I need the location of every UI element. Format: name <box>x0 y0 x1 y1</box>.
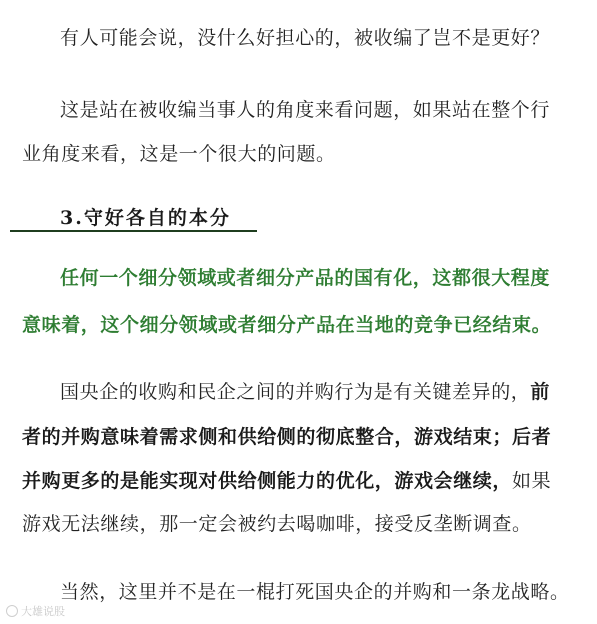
paragraph-1-line-1: 有人可能会说，没什么好担心的，被收编了岂不是更好？ <box>60 27 551 49</box>
paragraph-4-line-1-normal: 国央企的收购和民企之间的并购行为是有关键差异的， <box>60 381 531 403</box>
watermark-logo-icon <box>6 605 18 617</box>
paragraph-2-line-1: 这是站在被收编当事人的角度来看问题，如果站在整个行 <box>60 99 551 121</box>
paragraph-4-line-4: 游戏无法继续，那一定会被约去喝咖啡，接受反垄断调查。 <box>22 513 532 535</box>
paragraph-4-line-2: 者的并购意味着需求侧和供给侧的彻底整合，游戏结束；后者 <box>22 426 552 448</box>
paragraph-4-line-3-bold: 并购更多的是能实现对供给侧能力的优化，游戏会继续， <box>22 470 513 492</box>
watermark-text: 大雄说股 <box>21 605 65 618</box>
paragraph-5-line-1: 当然，这里并不是在一棍打死国央企的并购和一条龙战略。 <box>60 581 570 603</box>
paragraph-4-line-1-bold: 前 <box>530 381 551 403</box>
section-heading: 3.守好各自的本分 <box>60 207 231 229</box>
paragraph-4-line-3-normal: 如果 <box>512 470 552 492</box>
paragraph-2-line-2: 业角度来看，这是一个很大的问题。 <box>22 143 336 165</box>
paragraph-4-line-1 <box>60 380 550 404</box>
heading-underline <box>10 230 257 232</box>
paragraph-3-line-1: 任何一个细分领域或者细分产品的国有化，这都很大程度 <box>60 267 551 289</box>
watermark <box>6 603 65 619</box>
paragraph-3-line-2: 意味着，这个细分领域或者细分产品在当地的竞争已经结束。 <box>22 314 552 336</box>
paragraph-4-line-3 <box>22 469 551 493</box>
